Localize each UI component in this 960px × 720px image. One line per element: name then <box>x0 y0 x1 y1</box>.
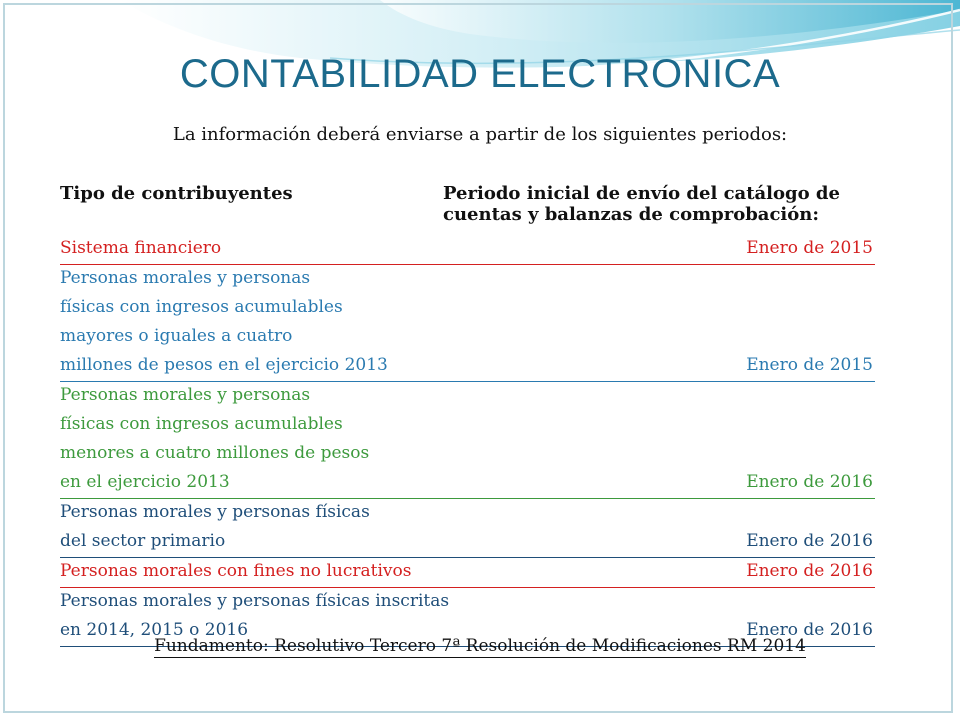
start-period: Enero de 2015 <box>746 355 873 375</box>
taxpayer-type-text: Personas morales y personas físicas <box>60 502 370 522</box>
column-header-taxpayer-type: Tipo de contribuyentes <box>60 183 293 204</box>
taxpayer-row-line <box>60 499 875 528</box>
taxpayer-row <box>60 382 875 499</box>
taxpayer-row-line <box>60 323 875 352</box>
taxpayer-type-text: físicas con ingresos acumulables <box>60 414 343 434</box>
footnote <box>0 636 960 656</box>
taxpayer-type-text: Sistema financiero <box>60 238 222 258</box>
taxpayer-type-text: Personas morales y personas <box>60 385 311 405</box>
start-period: Enero de 2016 <box>746 620 873 640</box>
taxpayer-row <box>60 235 875 265</box>
taxpayer-type-text: mayores o iguales a cuatro <box>60 326 293 346</box>
slide-subtitle: La información deberá enviarse a partir de los siguientes periodos: <box>172 124 788 145</box>
column-header-period: Periodo inicial de envío del catálogo de cuentas y balanzas de comprobación: <box>443 183 840 225</box>
taxpayer-type-text: en 2014, 2015 o 2016 <box>60 620 249 640</box>
taxpayer-row-line <box>60 265 875 294</box>
taxpayer-row-line <box>60 469 875 499</box>
taxpayer-type-text: del sector primario <box>60 531 226 551</box>
taxpayer-row-line <box>60 294 875 323</box>
taxpayer-row-line <box>60 352 875 382</box>
taxpayer-row <box>60 499 875 558</box>
taxpayer-type-text: Personas morales y personas <box>60 268 311 288</box>
taxpayer-row <box>60 265 875 382</box>
taxpayer-type-text: en el ejercicio 2013 <box>60 472 230 492</box>
taxpayer-row-line <box>60 411 875 440</box>
start-period: Enero de 2015 <box>746 238 873 258</box>
taxpayer-row-line <box>60 235 875 265</box>
start-period: Enero de 2016 <box>746 531 873 551</box>
taxpayer-row-line <box>60 382 875 411</box>
taxpayer-type-text: millones de pesos en el ejercicio 2013 <box>60 355 388 375</box>
taxpayer-type-text: físicas con ingresos acumulables <box>60 297 343 317</box>
taxpayer-type-text: Personas morales con fines no lucrativos <box>60 561 412 581</box>
taxpayer-row-line <box>60 558 875 588</box>
start-period: Enero de 2016 <box>746 561 873 581</box>
taxpayer-row-line <box>60 440 875 469</box>
start-period: Enero de 2016 <box>746 472 873 492</box>
taxpayer-period-list <box>60 235 875 647</box>
taxpayer-row-line <box>60 528 875 558</box>
slide-title: CONTABILIDAD ELECTRONICA <box>179 52 781 96</box>
taxpayer-type-text: menores a cuatro millones de pesos <box>60 443 370 463</box>
taxpayer-type-text: Personas morales y personas físicas inscritas <box>60 591 450 611</box>
taxpayer-row-line <box>60 588 875 617</box>
footnote-text: Fundamento: Resolutivo Tercero 7ª Resolución de Modificaciones RM 2014 <box>154 636 806 656</box>
taxpayer-row <box>60 558 875 588</box>
